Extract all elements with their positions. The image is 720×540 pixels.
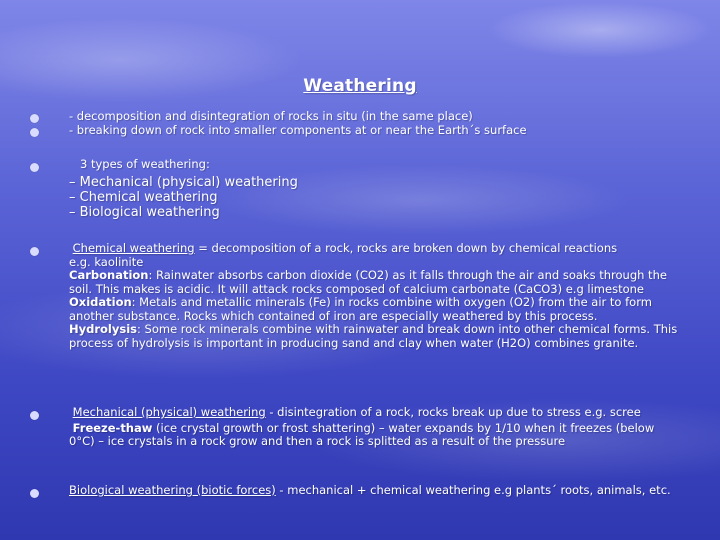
oxidation-term: Oxidation bbox=[69, 295, 132, 309]
chemical-example: e.g. kaolinite bbox=[69, 254, 144, 269]
mechanical-block bbox=[69, 406, 681, 449]
types-list bbox=[69, 175, 681, 220]
mechanical-term: Mechanical (physical) weathering bbox=[72, 405, 266, 419]
intro-line-1: - decomposition and disintegration of rocks in situ (in the same place) bbox=[69, 109, 473, 123]
biological-block bbox=[69, 484, 681, 498]
intro-line-2: - breaking down of rock into smaller components at or near the Earth´s surface bbox=[69, 122, 527, 137]
carbonation-para bbox=[69, 269, 681, 296]
carbonation-term: Carbonation bbox=[69, 268, 149, 282]
bullet-icon bbox=[30, 247, 39, 256]
freeze-thaw-term: Freeze-thaw bbox=[72, 420, 153, 435]
bullet-icon bbox=[30, 489, 39, 498]
types-heading-text: 3 types of weathering: bbox=[80, 157, 210, 171]
chemical-def: = decomposition of a rock, rocks are broken down by chemical reactions bbox=[194, 241, 618, 255]
chemical-definition bbox=[69, 242, 681, 256]
mechanical-definition bbox=[69, 406, 681, 420]
bullet-icon bbox=[30, 411, 39, 420]
chemical-block bbox=[69, 242, 681, 350]
hydrolysis-text: : Some rock minerals combine with rainwater and break down into other chemical forms. This process of hydrolysis is important in producing sand and clay when water (H2O) combines granite. bbox=[69, 322, 678, 350]
slide-title: Weathering bbox=[303, 76, 417, 96]
chemical-term: Chemical weathering bbox=[72, 241, 195, 255]
intro-block bbox=[69, 110, 681, 137]
biological-def: - mechanical + chemical weathering e.g plants´ roots, animals, etc. bbox=[275, 483, 671, 497]
hydrolysis-term: Hydrolysis bbox=[69, 322, 137, 336]
oxidation-para bbox=[69, 296, 681, 323]
mechanical-def: - disintegration of a rock, rocks break up due to stress e.g. scree bbox=[265, 405, 641, 419]
oxidation-text: : Metals and metallic minerals (Fe) in rocks combine with oxygen (O2) from the air to form another substance. Rocks which contained of iron are especially weathered by this process. bbox=[69, 295, 652, 323]
biological-definition bbox=[69, 484, 681, 498]
type-item-biological: – Biological weathering bbox=[69, 205, 220, 220]
freeze-thaw-para bbox=[69, 422, 681, 449]
biological-term: Biological weathering (biotic forces) bbox=[69, 483, 276, 497]
hydrolysis-para bbox=[69, 323, 681, 350]
type-item-mechanical: – Mechanical (physical) weathering bbox=[69, 175, 298, 190]
bullet-icon bbox=[30, 163, 39, 172]
types-heading bbox=[80, 158, 692, 172]
bullet-icon bbox=[30, 128, 39, 137]
type-item-chemical: – Chemical weathering bbox=[69, 190, 218, 205]
bullet-icon bbox=[30, 114, 39, 123]
freeze-thaw-text: (ice crystal growth or frost shattering) – water expands by 1/10 when it freezes (below 0°C) – ice crystals in a rock grow and then a rock is splitted as a result of the pressure bbox=[69, 420, 655, 448]
carbonation-text: : Rainwater absorbs carbon dioxide (CO2) as it falls through the air and soaks through the soil. This makes is acidic. It will attack rocks composed of calcium carbonate (CaCO3) e.g limestone bbox=[69, 268, 667, 296]
